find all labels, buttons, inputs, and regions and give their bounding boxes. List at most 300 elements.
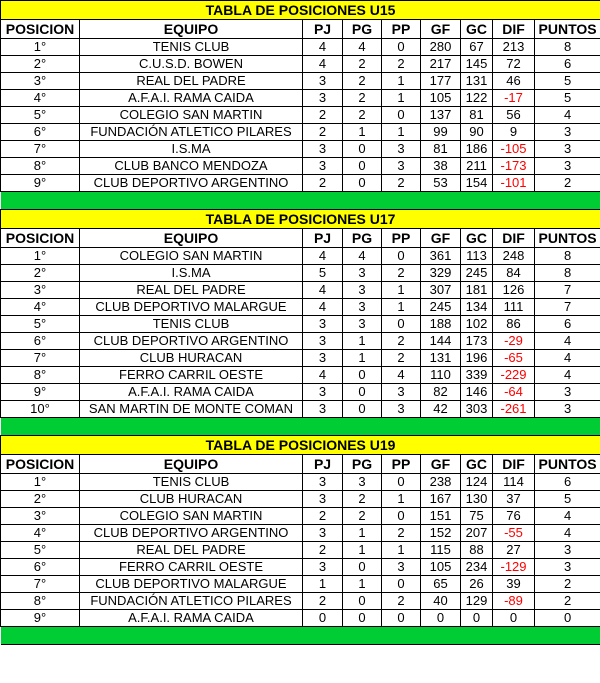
cell-lost: 0 [382, 474, 421, 491]
cell-team: COLEGIO SAN MARTIN [80, 248, 303, 265]
cell-goals-for: 361 [421, 248, 461, 265]
cell-points: 3 [535, 124, 600, 141]
cell-position: 6° [1, 124, 80, 141]
cell-points: 4 [535, 367, 600, 384]
table-row [1, 401, 600, 418]
cell-team: CLUB DEPORTIVO MALARGUE [80, 576, 303, 593]
cell-played: 3 [303, 141, 343, 158]
table-row [1, 542, 600, 559]
column-header-difference: DIF [493, 229, 535, 248]
column-header-team: EQUIPO [80, 455, 303, 474]
cell-team: TENIS CLUB [80, 474, 303, 491]
cell-goals-for: 329 [421, 265, 461, 282]
cell-position: 6° [1, 559, 80, 576]
cell-points: 6 [535, 316, 600, 333]
cell-goals-for: 280 [421, 39, 461, 56]
cell-won: 0 [343, 141, 382, 158]
cell-team: C.U.S.D. BOWEN [80, 56, 303, 73]
cell-goals-against: 186 [461, 141, 493, 158]
table-row [1, 559, 600, 576]
cell-lost: 0 [382, 107, 421, 124]
cell-goals-against: 145 [461, 56, 493, 73]
cell-team: I.S.MA [80, 265, 303, 282]
cell-goals-against: 81 [461, 107, 493, 124]
cell-lost: 2 [382, 350, 421, 367]
cell-goals-for: 53 [421, 175, 461, 192]
cell-team: SAN MARTIN DE MONTE COMAN [80, 401, 303, 418]
table-row [1, 299, 600, 316]
table-row [1, 124, 600, 141]
cell-difference: -17 [493, 90, 535, 107]
column-header-won: PG [343, 20, 382, 39]
cell-team: A.F.A.I. RAMA CAIDA [80, 384, 303, 401]
table-row [1, 141, 600, 158]
cell-position: 9° [1, 384, 80, 401]
cell-team: I.S.MA [80, 141, 303, 158]
cell-lost: 1 [382, 282, 421, 299]
cell-goals-for: 131 [421, 350, 461, 367]
cell-lost: 1 [382, 73, 421, 90]
cell-won: 3 [343, 474, 382, 491]
cell-won: 4 [343, 39, 382, 56]
cell-won: 1 [343, 525, 382, 542]
cell-won: 2 [343, 508, 382, 525]
cell-team: CLUB BANCO MENDOZA [80, 158, 303, 175]
cell-lost: 1 [382, 124, 421, 141]
cell-goals-against: 181 [461, 282, 493, 299]
table-row [1, 593, 600, 610]
cell-goals-for: 217 [421, 56, 461, 73]
cell-played: 3 [303, 474, 343, 491]
cell-difference: 39 [493, 576, 535, 593]
cell-difference: -261 [493, 401, 535, 418]
cell-points: 4 [535, 333, 600, 350]
column-header-lost: PP [382, 20, 421, 39]
cell-difference: 76 [493, 508, 535, 525]
cell-won: 1 [343, 542, 382, 559]
cell-difference: -129 [493, 559, 535, 576]
cell-played: 3 [303, 559, 343, 576]
cell-played: 4 [303, 56, 343, 73]
cell-points: 5 [535, 491, 600, 508]
cell-goals-against: 173 [461, 333, 493, 350]
table-row [1, 610, 600, 627]
column-header-won: PG [343, 229, 382, 248]
cell-goals-against: 26 [461, 576, 493, 593]
column-header-played: PJ [303, 20, 343, 39]
cell-difference: 248 [493, 248, 535, 265]
table-row [1, 333, 600, 350]
cell-goals-for: 177 [421, 73, 461, 90]
cell-goals-against: 88 [461, 542, 493, 559]
cell-goals-for: 245 [421, 299, 461, 316]
cell-position: 10° [1, 401, 80, 418]
table-row [1, 474, 600, 491]
column-header-team: EQUIPO [80, 229, 303, 248]
cell-team: TENIS CLUB [80, 316, 303, 333]
cell-difference: 126 [493, 282, 535, 299]
cell-difference: -29 [493, 333, 535, 350]
column-header-goals-for: GF [421, 229, 461, 248]
cell-points: 3 [535, 559, 600, 576]
cell-team: COLEGIO SAN MARTIN [80, 107, 303, 124]
cell-goals-for: 42 [421, 401, 461, 418]
table-row [1, 316, 600, 333]
cell-position: 2° [1, 265, 80, 282]
cell-won: 0 [343, 175, 382, 192]
cell-difference: 46 [493, 73, 535, 90]
cell-team: REAL DEL PADRE [80, 73, 303, 90]
cell-difference: -105 [493, 141, 535, 158]
cell-team: CLUB HURACAN [80, 350, 303, 367]
cell-position: 7° [1, 576, 80, 593]
column-header-position: POSICION [1, 20, 80, 39]
cell-goals-for: 0 [421, 610, 461, 627]
cell-goals-for: 167 [421, 491, 461, 508]
cell-played: 3 [303, 316, 343, 333]
cell-goals-against: 102 [461, 316, 493, 333]
cell-lost: 3 [382, 401, 421, 418]
column-header-position: POSICION [1, 229, 80, 248]
column-header-goals-against: GC [461, 20, 493, 39]
cell-position: 5° [1, 316, 80, 333]
separator-row [1, 418, 600, 436]
cell-difference: -101 [493, 175, 535, 192]
cell-difference: 111 [493, 299, 535, 316]
cell-difference: -64 [493, 384, 535, 401]
table-row [1, 175, 600, 192]
cell-played: 3 [303, 491, 343, 508]
cell-goals-for: 82 [421, 384, 461, 401]
column-header-lost: PP [382, 455, 421, 474]
cell-goals-for: 151 [421, 508, 461, 525]
cell-lost: 2 [382, 525, 421, 542]
table-row [1, 576, 600, 593]
cell-position: 8° [1, 367, 80, 384]
cell-lost: 2 [382, 593, 421, 610]
cell-lost: 1 [382, 491, 421, 508]
table-row [1, 525, 600, 542]
cell-points: 7 [535, 282, 600, 299]
cell-points: 3 [535, 158, 600, 175]
table-row [1, 39, 600, 56]
cell-team: CLUB DEPORTIVO ARGENTINO [80, 525, 303, 542]
cell-goals-against: 196 [461, 350, 493, 367]
cell-points: 6 [535, 56, 600, 73]
cell-goals-against: 90 [461, 124, 493, 141]
header-row [1, 20, 600, 39]
table-row [1, 248, 600, 265]
cell-goals-against: 122 [461, 90, 493, 107]
cell-played: 4 [303, 299, 343, 316]
cell-won: 0 [343, 610, 382, 627]
cell-points: 8 [535, 39, 600, 56]
cell-goals-for: 152 [421, 525, 461, 542]
separator-row [1, 192, 600, 210]
cell-position: 7° [1, 350, 80, 367]
cell-position: 4° [1, 299, 80, 316]
cell-difference: 84 [493, 265, 535, 282]
cell-lost: 0 [382, 508, 421, 525]
cell-position: 4° [1, 90, 80, 107]
cell-lost: 1 [382, 542, 421, 559]
table-title-row [1, 1, 600, 20]
cell-goals-against: 146 [461, 384, 493, 401]
cell-goals-against: 130 [461, 491, 493, 508]
cell-difference: 86 [493, 316, 535, 333]
column-header-team: EQUIPO [80, 20, 303, 39]
column-header-won: PG [343, 455, 382, 474]
cell-won: 2 [343, 107, 382, 124]
cell-difference: 0 [493, 610, 535, 627]
cell-lost: 2 [382, 175, 421, 192]
cell-difference: 9 [493, 124, 535, 141]
cell-played: 1 [303, 576, 343, 593]
table-row [1, 384, 600, 401]
cell-points: 2 [535, 576, 600, 593]
cell-played: 0 [303, 610, 343, 627]
cell-won: 0 [343, 158, 382, 175]
cell-goals-for: 81 [421, 141, 461, 158]
table-row [1, 282, 600, 299]
cell-won: 2 [343, 73, 382, 90]
table-title: TABLA DE POSICIONES U15 [1, 1, 600, 20]
column-header-difference: DIF [493, 455, 535, 474]
cell-lost: 0 [382, 576, 421, 593]
cell-played: 2 [303, 508, 343, 525]
cell-points: 3 [535, 401, 600, 418]
cell-played: 2 [303, 542, 343, 559]
cell-team: FUNDACIÓN ATLETICO PILARES [80, 124, 303, 141]
cell-difference: -89 [493, 593, 535, 610]
column-header-goals-for: GF [421, 455, 461, 474]
cell-won: 3 [343, 265, 382, 282]
table-row [1, 367, 600, 384]
table-row [1, 73, 600, 90]
cell-goals-for: 188 [421, 316, 461, 333]
cell-played: 3 [303, 350, 343, 367]
cell-team: FUNDACIÓN ATLETICO PILARES [80, 593, 303, 610]
table-title-row [1, 210, 600, 229]
cell-won: 0 [343, 559, 382, 576]
cell-points: 4 [535, 107, 600, 124]
cell-team: TENIS CLUB [80, 39, 303, 56]
separator-bar [1, 192, 600, 210]
cell-won: 0 [343, 367, 382, 384]
cell-goals-against: 131 [461, 73, 493, 90]
cell-goals-against: 75 [461, 508, 493, 525]
cell-points: 3 [535, 542, 600, 559]
cell-position: 1° [1, 474, 80, 491]
cell-won: 0 [343, 593, 382, 610]
cell-lost: 0 [382, 610, 421, 627]
column-header-goals-for: GF [421, 20, 461, 39]
cell-points: 2 [535, 593, 600, 610]
table-row [1, 56, 600, 73]
cell-goals-for: 40 [421, 593, 461, 610]
cell-played: 2 [303, 124, 343, 141]
cell-played: 2 [303, 107, 343, 124]
cell-goals-for: 115 [421, 542, 461, 559]
cell-lost: 0 [382, 316, 421, 333]
column-header-points: PUNTOS [535, 455, 600, 474]
column-header-played: PJ [303, 229, 343, 248]
cell-difference: 56 [493, 107, 535, 124]
cell-position: 8° [1, 593, 80, 610]
cell-won: 1 [343, 124, 382, 141]
cell-played: 4 [303, 248, 343, 265]
cell-points: 0 [535, 610, 600, 627]
cell-difference: 37 [493, 491, 535, 508]
column-header-points: PUNTOS [535, 20, 600, 39]
cell-goals-against: 154 [461, 175, 493, 192]
cell-played: 3 [303, 525, 343, 542]
cell-team: REAL DEL PADRE [80, 282, 303, 299]
cell-team: COLEGIO SAN MARTIN [80, 508, 303, 525]
table-title: TABLA DE POSICIONES U19 [1, 436, 600, 455]
cell-played: 3 [303, 73, 343, 90]
cell-position: 3° [1, 282, 80, 299]
separator-row [1, 627, 600, 645]
column-header-lost: PP [382, 229, 421, 248]
cell-won: 2 [343, 491, 382, 508]
cell-goals-against: 113 [461, 248, 493, 265]
cell-goals-against: 67 [461, 39, 493, 56]
cell-goals-for: 137 [421, 107, 461, 124]
cell-lost: 3 [382, 141, 421, 158]
cell-won: 3 [343, 316, 382, 333]
cell-position: 4° [1, 525, 80, 542]
cell-difference: -173 [493, 158, 535, 175]
cell-position: 3° [1, 73, 80, 90]
cell-goals-against: 207 [461, 525, 493, 542]
cell-won: 2 [343, 56, 382, 73]
cell-played: 3 [303, 401, 343, 418]
cell-goals-against: 339 [461, 367, 493, 384]
table-title-row [1, 436, 600, 455]
cell-points: 4 [535, 525, 600, 542]
cell-lost: 2 [382, 265, 421, 282]
cell-position: 9° [1, 610, 80, 627]
cell-lost: 1 [382, 90, 421, 107]
column-header-goals-against: GC [461, 455, 493, 474]
separator-bar [1, 418, 600, 436]
cell-lost: 3 [382, 158, 421, 175]
cell-position: 1° [1, 39, 80, 56]
column-header-difference: DIF [493, 20, 535, 39]
cell-played: 4 [303, 282, 343, 299]
cell-difference: -55 [493, 525, 535, 542]
cell-won: 0 [343, 384, 382, 401]
cell-goals-against: 211 [461, 158, 493, 175]
cell-team: CLUB DEPORTIVO MALARGUE [80, 299, 303, 316]
cell-won: 3 [343, 299, 382, 316]
cell-position: 5° [1, 107, 80, 124]
cell-goals-for: 99 [421, 124, 461, 141]
cell-played: 2 [303, 593, 343, 610]
cell-team: CLUB HURACAN [80, 491, 303, 508]
table-row [1, 491, 600, 508]
cell-lost: 0 [382, 39, 421, 56]
cell-lost: 2 [382, 333, 421, 350]
cell-goals-against: 245 [461, 265, 493, 282]
table-row [1, 158, 600, 175]
cell-team: A.F.A.I. RAMA CAIDA [80, 90, 303, 107]
cell-lost: 4 [382, 367, 421, 384]
cell-goals-against: 134 [461, 299, 493, 316]
cell-goals-for: 238 [421, 474, 461, 491]
cell-position: 9° [1, 175, 80, 192]
cell-goals-against: 124 [461, 474, 493, 491]
cell-goals-for: 38 [421, 158, 461, 175]
column-header-goals-against: GC [461, 229, 493, 248]
cell-position: 2° [1, 491, 80, 508]
cell-points: 5 [535, 90, 600, 107]
cell-played: 4 [303, 367, 343, 384]
cell-team: A.F.A.I. RAMA CAIDA [80, 610, 303, 627]
cell-played: 5 [303, 265, 343, 282]
cell-points: 4 [535, 350, 600, 367]
column-header-played: PJ [303, 455, 343, 474]
cell-difference: 72 [493, 56, 535, 73]
cell-goals-for: 105 [421, 559, 461, 576]
cell-goals-for: 307 [421, 282, 461, 299]
table-row [1, 107, 600, 124]
table-row [1, 350, 600, 367]
cell-position: 1° [1, 248, 80, 265]
cell-goals-against: 129 [461, 593, 493, 610]
cell-points: 3 [535, 141, 600, 158]
cell-team: FERRO CARRIL OESTE [80, 559, 303, 576]
cell-points: 4 [535, 508, 600, 525]
cell-won: 1 [343, 333, 382, 350]
cell-lost: 1 [382, 299, 421, 316]
cell-played: 3 [303, 333, 343, 350]
cell-won: 2 [343, 90, 382, 107]
cell-team: REAL DEL PADRE [80, 542, 303, 559]
cell-goals-for: 110 [421, 367, 461, 384]
header-row [1, 455, 600, 474]
cell-lost: 0 [382, 248, 421, 265]
separator-bar [1, 627, 600, 645]
cell-goals-against: 303 [461, 401, 493, 418]
cell-lost: 3 [382, 384, 421, 401]
cell-position: 6° [1, 333, 80, 350]
cell-difference: 114 [493, 474, 535, 491]
cell-played: 3 [303, 158, 343, 175]
cell-lost: 3 [382, 559, 421, 576]
cell-goals-against: 0 [461, 610, 493, 627]
table-row [1, 90, 600, 107]
cell-position: 5° [1, 542, 80, 559]
cell-goals-against: 234 [461, 559, 493, 576]
cell-won: 3 [343, 282, 382, 299]
column-header-points: PUNTOS [535, 229, 600, 248]
cell-points: 6 [535, 474, 600, 491]
cell-won: 4 [343, 248, 382, 265]
cell-position: 7° [1, 141, 80, 158]
cell-won: 1 [343, 576, 382, 593]
cell-points: 8 [535, 265, 600, 282]
cell-position: 3° [1, 508, 80, 525]
cell-played: 4 [303, 39, 343, 56]
cell-position: 2° [1, 56, 80, 73]
cell-points: 7 [535, 299, 600, 316]
table-title: TABLA DE POSICIONES U17 [1, 210, 600, 229]
cell-points: 8 [535, 248, 600, 265]
cell-points: 2 [535, 175, 600, 192]
column-header-position: POSICION [1, 455, 80, 474]
